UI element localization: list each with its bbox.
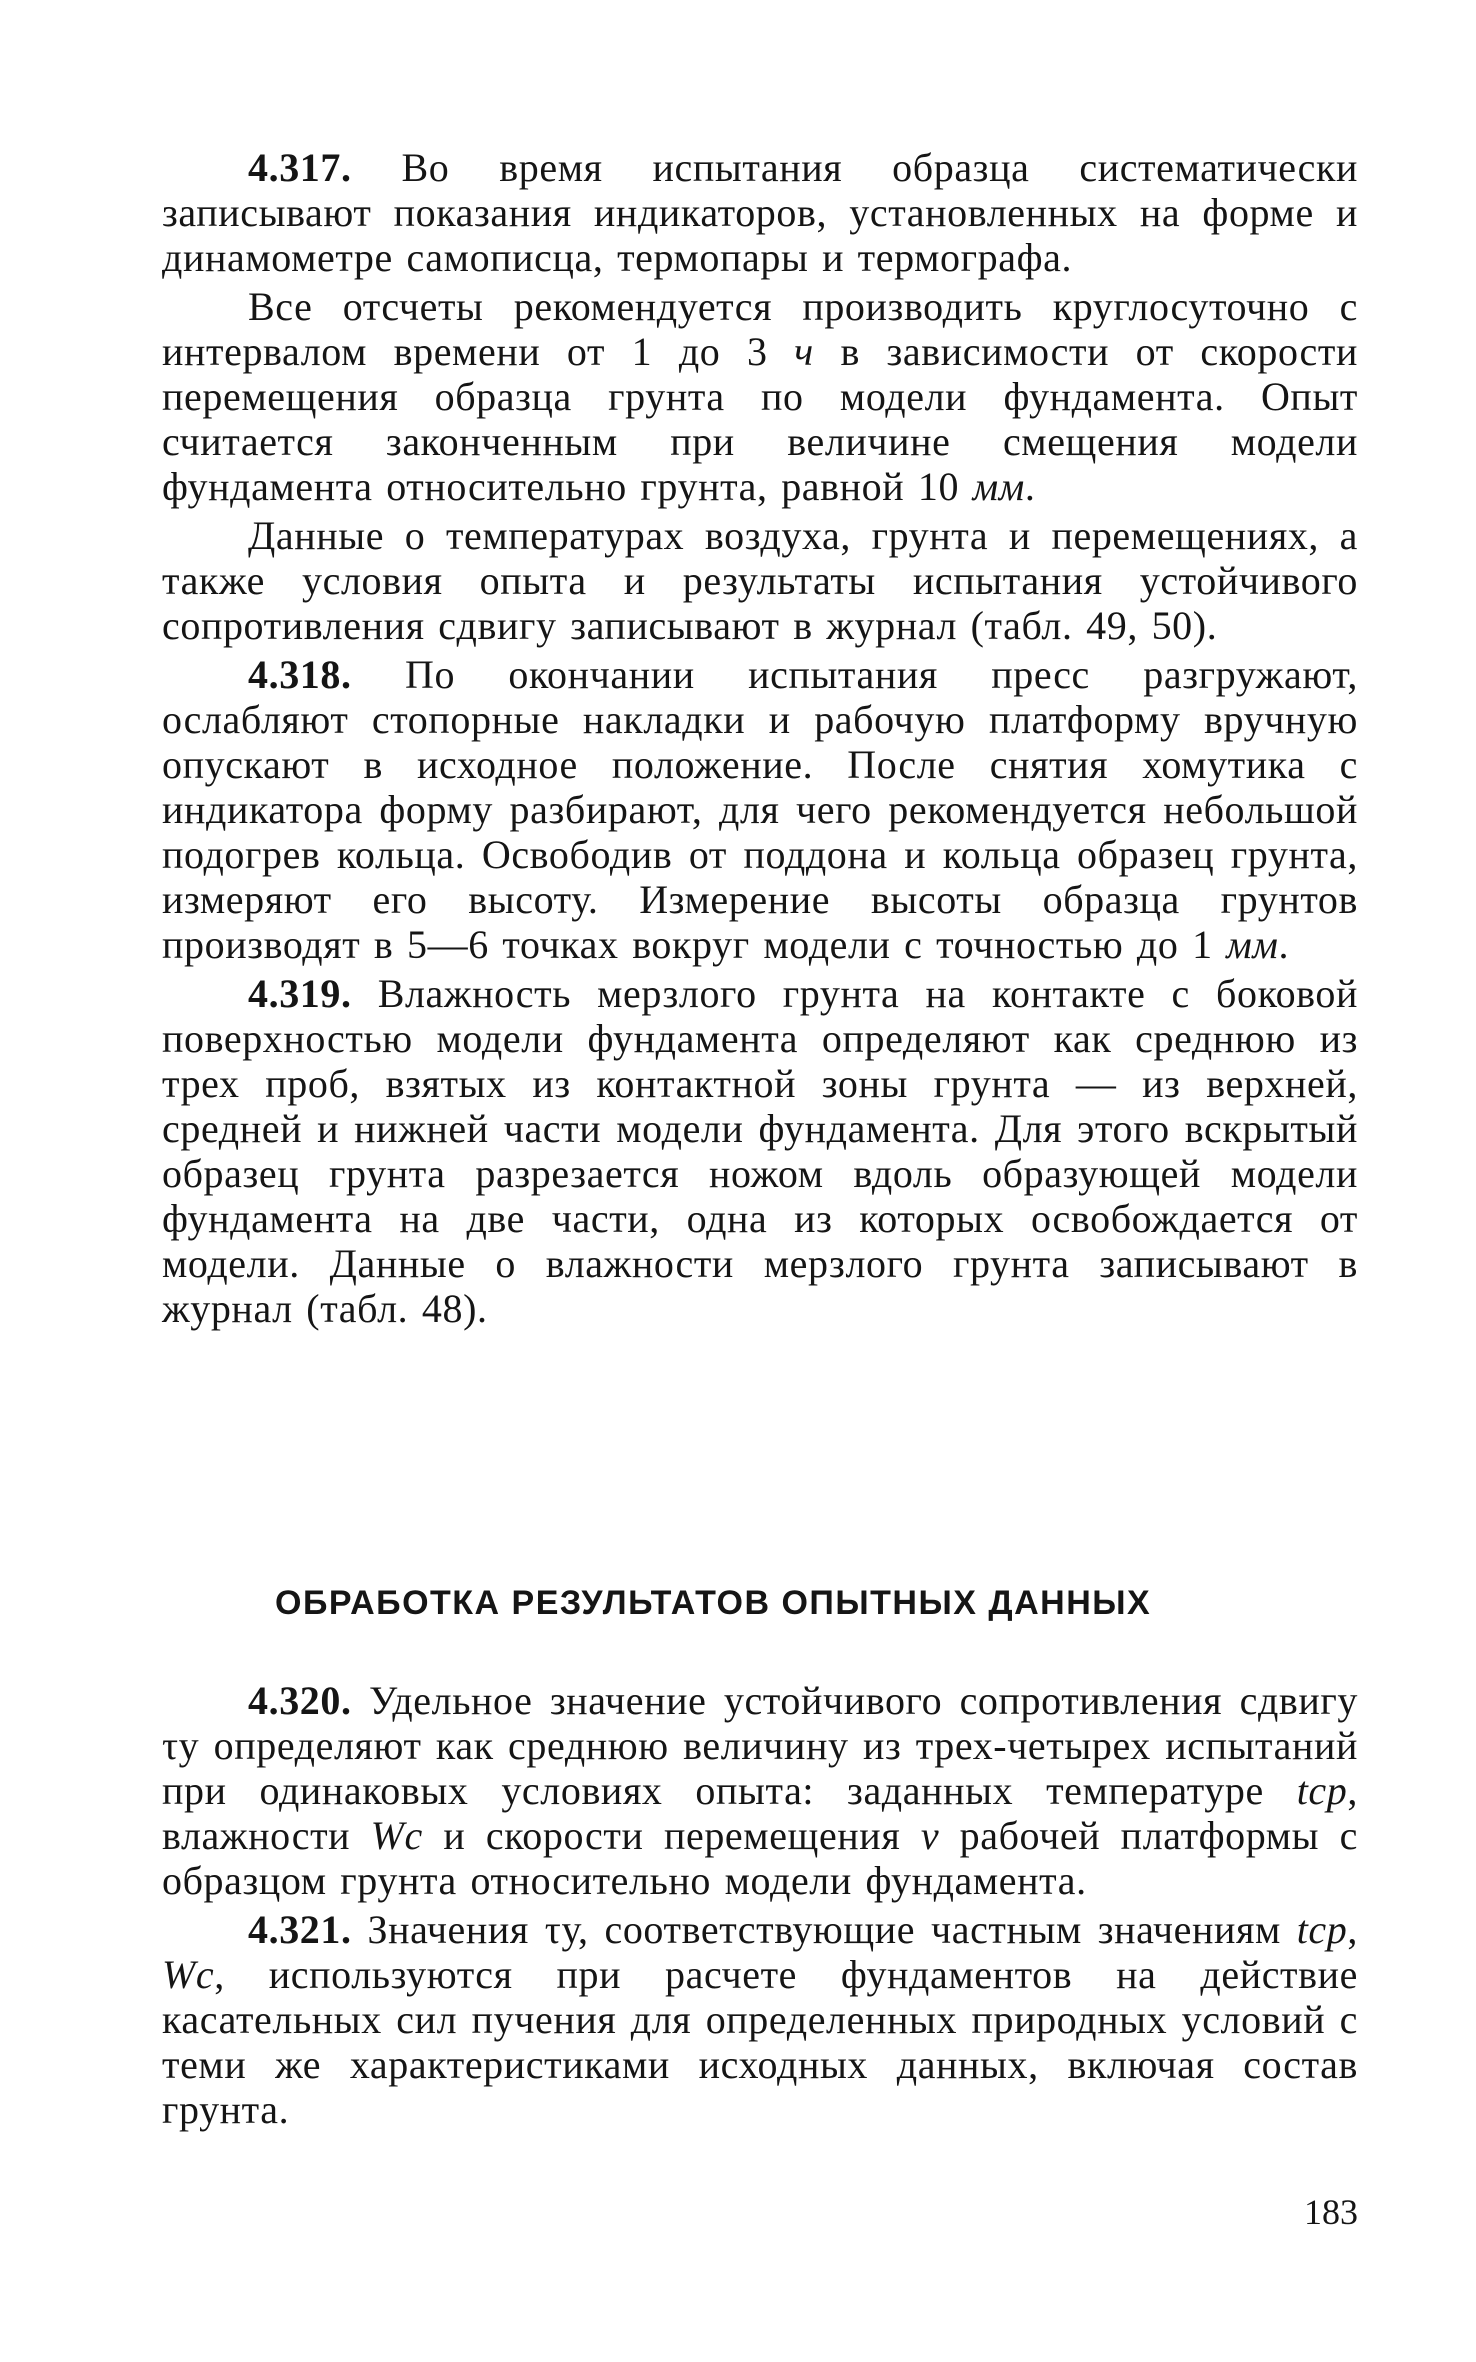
- paragraph-4-321: [162, 1907, 1358, 2132]
- unit-mm: мм: [972, 464, 1025, 509]
- paragraph-text: рабочей платформы с образцом грунта относительно модели фундамента.: [162, 1813, 1358, 1903]
- symbol-v: v: [920, 1813, 940, 1858]
- paragraph-4-317: [162, 145, 1358, 280]
- page-number: 183: [1304, 2192, 1358, 2232]
- symbol-w: Wс: [162, 1952, 215, 1997]
- symbol-t-avg: tср: [1296, 1768, 1348, 1813]
- paragraph-text: , используются при расчете фундаментов на действие касательных сил пучения для определенных природных условий с теми же характеристиками исходных данных, включая состав грунта.: [162, 1952, 1358, 2132]
- text-body-bottom: [162, 1678, 1358, 2132]
- paragraph-text: Значения: [351, 1907, 545, 1952]
- paragraph-4-320: [162, 1678, 1358, 1903]
- paragraph-text: По окончании испытания пресс разгружают, ослабляют стопорные накладки и рабочую платформу вручную опускают в исходное положение. После снятия хомутика с индикатора форму разбирают, для чего рекомендуется небольшой подогрев кольца. Освободив от поддона и кольца образец грунта, измеряют его высоту. Измерение высоты образца грунтов производят в 5—6 точках вокруг модели с точностью до 1: [162, 652, 1358, 967]
- paragraph-journal: [162, 513, 1358, 648]
- paragraph-text: .: [1278, 922, 1290, 967]
- paragraph-readings: [162, 284, 1358, 509]
- symbol-w: Wс: [370, 1813, 423, 1858]
- paragraph-number: 4.320.: [248, 1678, 352, 1723]
- paragraph-4-318: [162, 652, 1358, 967]
- unit-mm: мм: [1226, 922, 1279, 967]
- paragraph-4-319: [162, 971, 1358, 1331]
- text-body-top: [162, 145, 1358, 1331]
- paragraph-text: Данные о температурах воздуха, грунта и перемещениях, а также условия опыта и результаты испытания устойчивого сопротивления сдвигу записывают в журнал (табл. 49, 50).: [162, 513, 1358, 648]
- symbol-tau: τу: [162, 1723, 200, 1768]
- paragraph-number: 4.321.: [248, 1907, 352, 1952]
- symbol-tau: τу: [544, 1907, 579, 1952]
- unit-hours: ч: [794, 329, 814, 374]
- paragraph-text: , соответствующие частным значениям: [578, 1907, 1297, 1952]
- paragraph-text: .: [1024, 464, 1036, 509]
- paragraph-text: Влажность мерзлого грунта на контакте с боковой поверхностью модели фундамента определяют как среднюю из трех проб, взятых из контактной зоны грунта — из верхней, средней и нижней части модели фундамента. Для этого вскрытый образец грунта разрезается ножом вдоль образующей модели фундамента на две части, одна из которых освобождается от модели. Данные о влажности мерзлого грунта записывают в журнал (табл. 48).: [162, 971, 1358, 1331]
- paragraph-text: определяют как среднюю величину из трех-четырех испытаний при одинаковых условиях опыта: заданных температуре: [162, 1723, 1358, 1813]
- paragraph-number: 4.318.: [248, 652, 352, 697]
- paragraph-text: и скорости перемещения: [422, 1813, 921, 1858]
- section-heading: ОБРАБОТКА РЕЗУЛЬТАТОВ ОПЫТНЫХ ДАННЫХ: [275, 1584, 1152, 1622]
- paragraph-text: в зависимости от скорости перемещения образца грунта по модели фундамента. Опыт считается законченным при величине смещения модели фундамента относительно грунта, равной 10: [162, 329, 1358, 509]
- paragraph-text: Во время испытания образца систематически записывают показания индикаторов, установленных на форме и динамометре самописца, термопары и термографа.: [162, 145, 1358, 280]
- symbol-t-avg: tср: [1296, 1907, 1348, 1952]
- paragraph-number: 4.317.: [248, 145, 352, 190]
- paragraph-text: ,: [1347, 1907, 1358, 1952]
- paragraph-text: Удельное значение устойчивого сопротивления сдвигу: [351, 1678, 1358, 1723]
- paragraph-text: , влажности: [162, 1768, 1358, 1858]
- paragraph-text: Все отсчеты рекомендуется производить круглосуточно с интервалом времени от 1 до 3: [162, 284, 1358, 374]
- paragraph-number: 4.319.: [248, 971, 352, 1016]
